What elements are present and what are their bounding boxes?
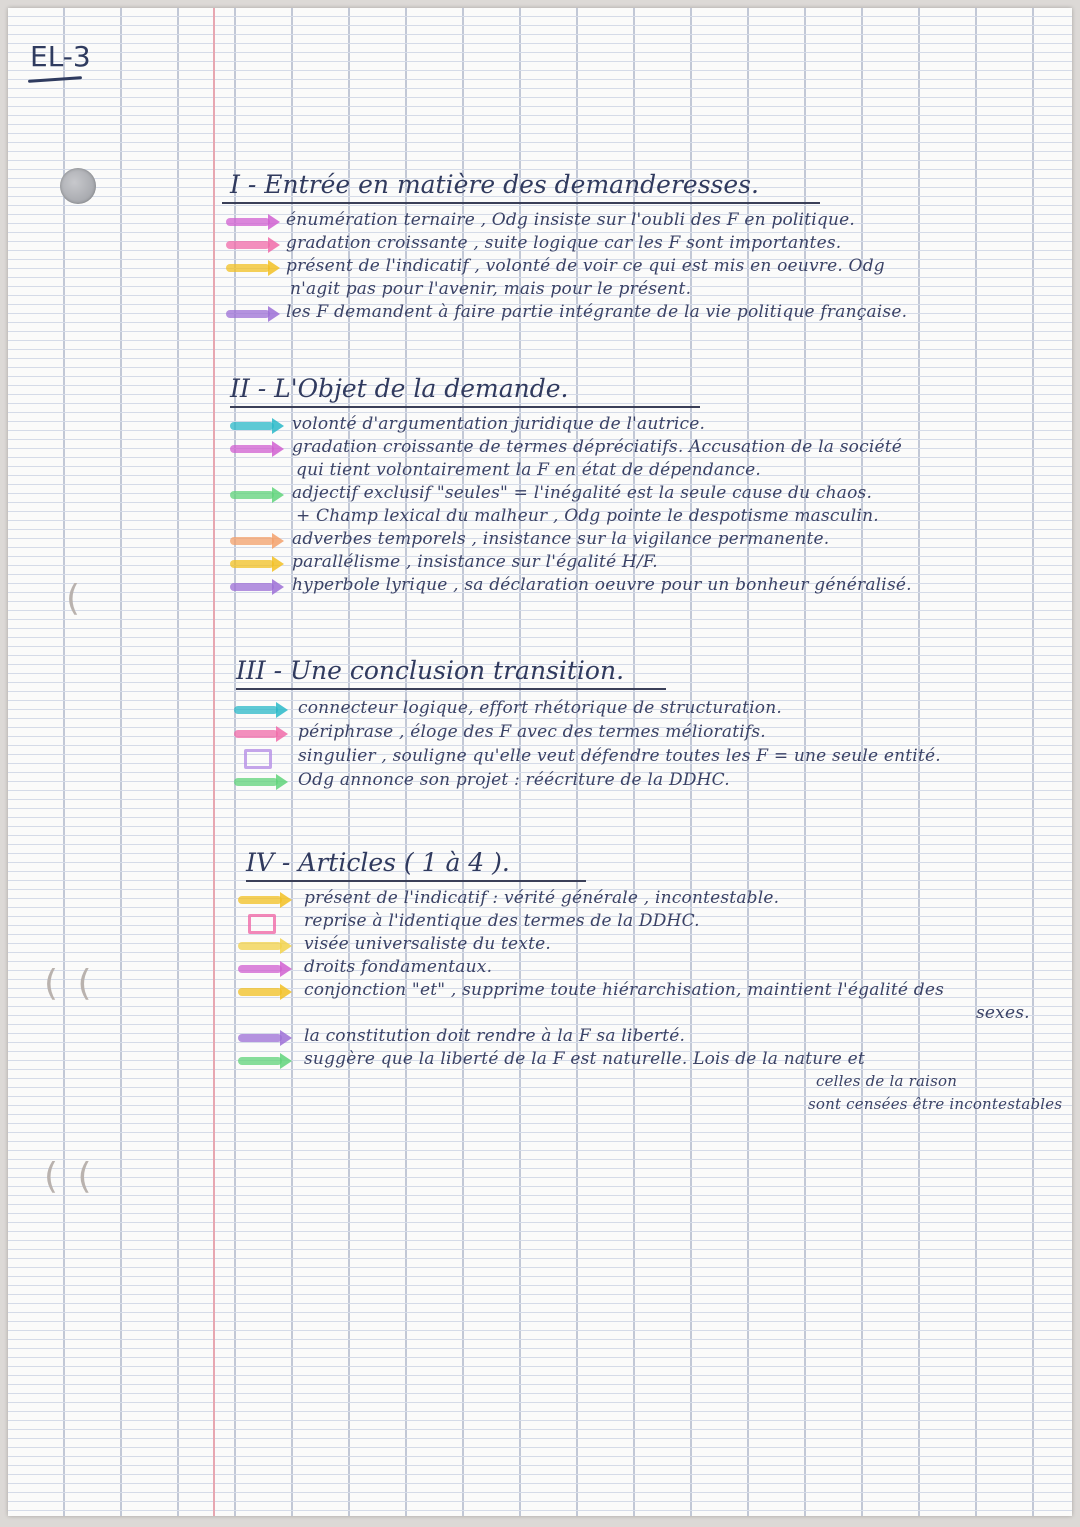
note-line: + Champ lexical du malheur , Odg pointe le despotisme masculin.	[296, 506, 879, 526]
highlight-arrow-line	[230, 537, 274, 545]
highlight-arrow-line	[238, 942, 282, 950]
note-line: celles de la raison	[816, 1072, 958, 1090]
note-line: périphrase , éloge des F avec des termes mélioratifs.	[298, 722, 766, 742]
highlight-arrow-line	[234, 778, 278, 786]
punch-hole-top	[60, 168, 96, 204]
arrow-icon	[280, 892, 292, 908]
note-line: droits fondamentaux.	[304, 957, 493, 977]
note-line: la constitution doit rendre à la F sa liberté.	[304, 1026, 686, 1046]
highlight-arrow-line	[230, 422, 274, 430]
section-title: I - Entrée en matière des demanderesses.	[230, 170, 759, 199]
highlight-arrow-line	[226, 310, 270, 318]
arrow-icon	[272, 579, 284, 595]
ring-mark: ( (	[44, 963, 96, 1004]
ring-mark: ( (	[44, 1156, 96, 1197]
note-line: sont censées être incontestables	[808, 1095, 1063, 1113]
note-line: présent de l'indicatif , volonté de voir ce qui est mis en oeuvre. Odg	[286, 256, 885, 276]
highlight-arrow-line	[226, 264, 270, 272]
arrow-icon	[280, 984, 292, 1000]
arrow-icon	[280, 938, 292, 954]
arrow-icon	[280, 961, 292, 977]
note-line: hyperbole lyrique , sa déclaration oeuvre pour un bonheur généralisé.	[292, 575, 912, 595]
section-title: III - Une conclusion transition.	[236, 656, 625, 685]
highlight-arrow-line	[234, 706, 278, 714]
ring-mark: (	[66, 578, 85, 619]
arrow-icon	[268, 237, 280, 253]
arrow-icon	[272, 533, 284, 549]
arrow-icon	[280, 1030, 292, 1046]
note-line: visée universaliste du texte.	[304, 934, 551, 954]
section-title-underline	[222, 202, 820, 204]
highlight-arrow-line	[234, 730, 278, 738]
note-line: les F demandent à faire partie intégrante de la vie politique française.	[286, 302, 908, 322]
highlight-arrow-line	[238, 896, 282, 904]
arrow-icon	[276, 774, 288, 790]
margin-line	[213, 8, 215, 1516]
arrow-icon	[280, 1053, 292, 1069]
note-line: gradation croissante , suite logique car les F sont importantes.	[286, 233, 842, 253]
section-title-underline	[246, 880, 586, 882]
arrow-icon	[276, 726, 288, 742]
notebook-page	[8, 8, 1072, 1516]
note-line: parallélisme , insistance sur l'égalité H/F.	[292, 552, 658, 572]
highlight-box-marker	[248, 914, 276, 934]
highlight-box-marker	[244, 749, 272, 769]
note-line: gradation croissante de termes dépréciatifs. Accusation de la société	[292, 437, 903, 457]
corner-label-underline	[28, 76, 82, 83]
note-line: suggère que la liberté de la F est naturelle. Lois de la nature et	[304, 1049, 865, 1069]
highlight-arrow-line	[226, 218, 270, 226]
section-title-underline	[230, 406, 700, 408]
highlight-arrow-line	[238, 1034, 282, 1042]
section-title: II - L'Objet de la demande.	[230, 374, 569, 403]
highlight-arrow-line	[230, 583, 274, 591]
note-line: présent de l'indicatif : vérité générale , incontestable.	[304, 888, 780, 908]
highlight-arrow-line	[230, 491, 274, 499]
highlight-arrow-line	[238, 965, 282, 973]
highlight-arrow-line	[226, 241, 270, 249]
page-corner-label: EL-3	[30, 40, 91, 73]
arrow-icon	[268, 214, 280, 230]
note-line: énumération ternaire , Odg insiste sur l'oubli des F en politique.	[286, 210, 855, 230]
section-title-underline	[236, 688, 666, 690]
note-line: Odg annonce son projet : réécriture de la DDHC.	[298, 770, 730, 790]
note-line: n'agit pas pour l'avenir, mais pour le présent.	[290, 279, 692, 299]
arrow-icon	[272, 418, 284, 434]
arrow-icon	[272, 556, 284, 572]
note-line: singulier , souligne qu'elle veut défendre toutes les F = une seule entité.	[298, 746, 941, 766]
highlight-arrow-line	[238, 1057, 282, 1065]
highlight-arrow-line	[230, 445, 274, 453]
highlight-arrow-line	[238, 988, 282, 996]
section-title: IV - Articles ( 1 à 4 ).	[246, 848, 510, 877]
note-line: adjectif exclusif "seules" = l'inégalité est la seule cause du chaos.	[292, 483, 873, 503]
arrow-icon	[272, 441, 284, 457]
note-line: volonté d'argumentation juridique de l'autrice.	[292, 414, 706, 434]
arrow-icon	[276, 702, 288, 718]
note-line: connecteur logique, effort rhétorique de structuration.	[298, 698, 782, 718]
highlight-arrow-line	[230, 560, 274, 568]
arrow-icon	[268, 260, 280, 276]
note-line: sexes.	[976, 1003, 1030, 1023]
note-line: conjonction "et" , supprime toute hiérarchisation, maintient l'égalité des	[304, 980, 945, 1000]
arrow-icon	[268, 306, 280, 322]
note-line: reprise à l'identique des termes de la DDHC.	[304, 911, 700, 931]
note-line: adverbes temporels , insistance sur la vigilance permanente.	[292, 529, 830, 549]
arrow-icon	[272, 487, 284, 503]
note-line: qui tient volontairement la F en état de dépendance.	[296, 460, 761, 480]
